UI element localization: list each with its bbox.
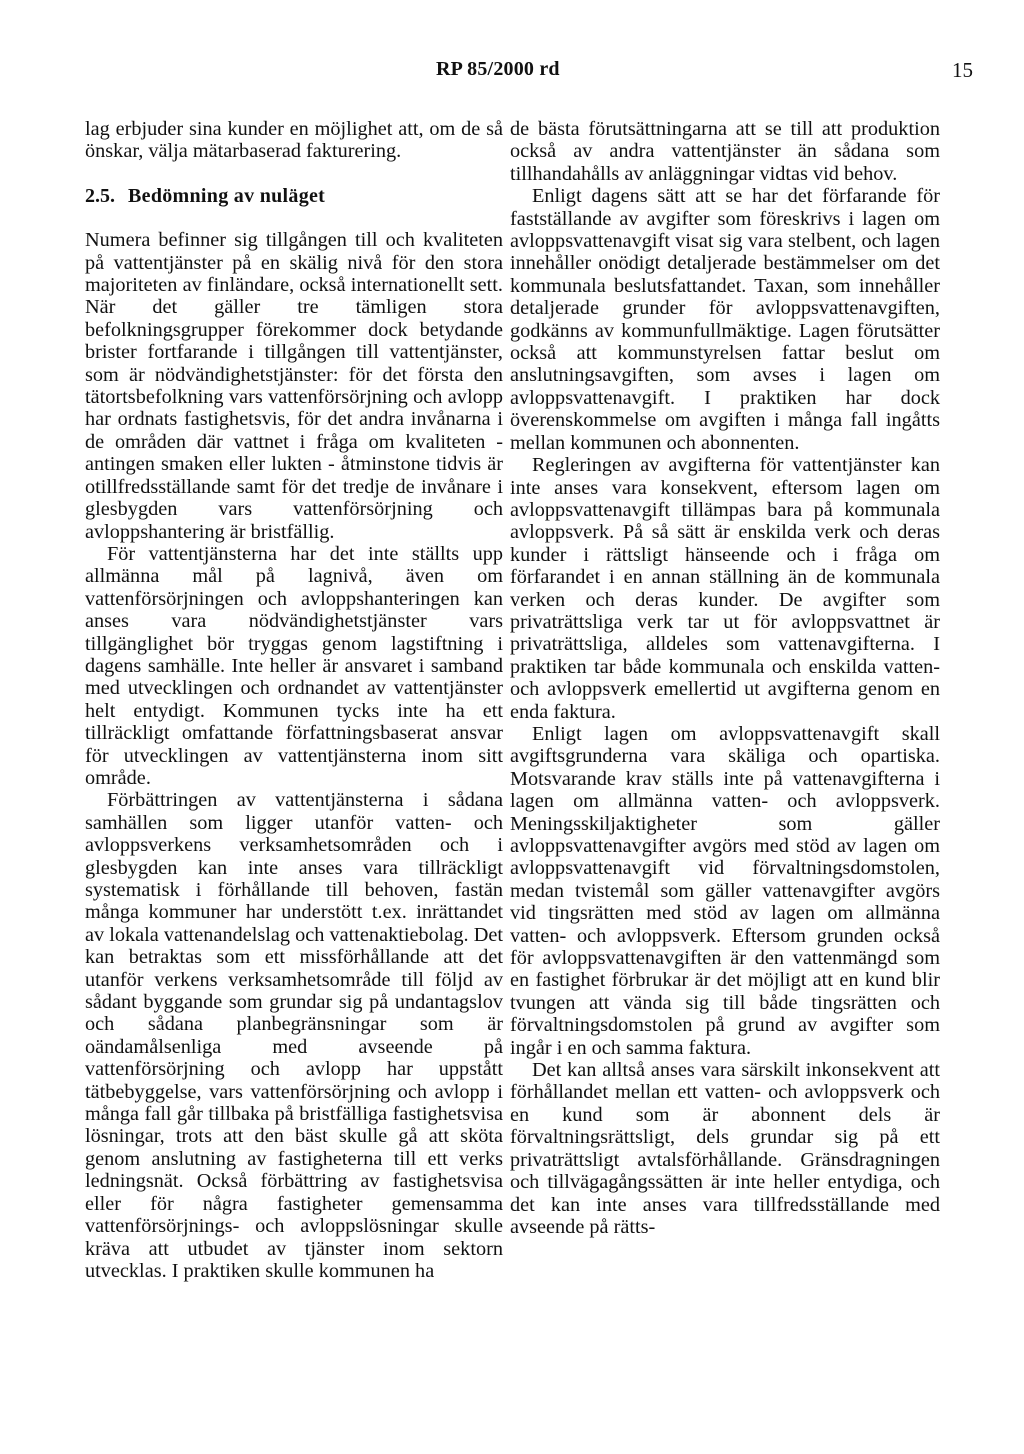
right-paragraph-1: de bästa förutsättningarna att se till att produktion också av andra vattentjänster än sådana som tillhandahålls av anläggningar vidtas vid behov. <box>510 118 940 185</box>
left-paragraph-1: lag erbjuder sina kunder en möjlighet att, om de så önskar, välja mätarbaserad fakturering. <box>85 118 503 163</box>
right-paragraph-4: Enligt lagen om avloppsvattenavgift skall avgiftsgrunderna vara skäliga och opartiska. Motsvarande krav ställs inte på vattenavgifterna i lagen om allmänna vatten- och avloppsverk. Meningsskiljaktigheter som gäller avloppsvattenavgifter avgörs med stöd av lagen om avloppsvattenavgift vid förvaltningsdomstolen, medan tvistemål som gäller vattenavgifter avgörs vid tingsrätten med stöd av lagen om allmänna vatten- och avloppsverk. Eftersom grunden också för avloppsvattenavgiften är den vattenmängd som en fastighet förbrukar är det möjligt att en kund blir tvungen att vända sig till både tingsrätten och förvaltningsdomstolen på grund av avgifter som ingår i en och samma faktura. <box>510 722 940 1059</box>
right-column <box>510 118 940 1238</box>
right-paragraph-2: Enligt dagens sätt att se har det förfarande för fastställande av avgifter som föreskrivs i lagen om avloppsvattenavgift visat sig vara stelbent, och lagen innehåller onödigt detaljerade bestämmelser om det kommunala beslutsfattandet. Taxan, som innehåller detaljerade grunder för avloppsvattenavgiften, godkänns av kommunfullmäktige. Lagen förutsätter också att kommunstyrelsen fattar beslut om anslutningsavgiften, som avses i lagen om avloppsvattenavgift. I praktiken har dock överenskommelse om avgiften i många fall ingåtts mellan kommunen och abonnenten. <box>510 185 940 454</box>
section-title: Bedömning av nuläget <box>128 184 326 207</box>
left-paragraph-4: Förbättringen av vattentjänsterna i sådana samhällen som ligger utanför vatten- och avloppsverkens verksamhetsområden och i glesbygden kan inte anses vara tillräckligt systematisk i förhållande till behoven, fastän många kommuner har understött t.ex. inrättandet av lokala vattenandelslag och vattenaktiebolag. Det kan betraktas som ett missförhållande att det utanför verkens verksamhetsområde till följd av sådant byggande som grundar sig på undantagslov och sådana planbegränsningar som är oändamålsenliga med avseende på vattenförsörjning och avlopp har uppstått tätbebyggelse, vars vattenförsörjning och avlopp i många fall går tillbaka på bristfälliga fastighetsvisa lösningar, trots att den bäst skulle gå att sköta genom anslutning av fastigheterna till ett verks ledningsnät. Också förbättring av fastighetsvisa eller för några fastigheter gemensamma vattenförsörjnings- och avloppslösningar skulle kräva att utbudet av tjänster inom sektorn utvecklas. I praktiken skulle kommunen ha <box>85 789 503 1282</box>
section-heading <box>85 185 503 207</box>
section-number: 2.5. <box>85 184 115 207</box>
page-header <box>0 58 1024 88</box>
left-column <box>85 118 503 1282</box>
left-paragraph-2: Numera befinner sig tillgången till och kvaliteten på vattentjänster på en skälig nivå för den stora majoriteten av finländare, också internationellt sett. När det gäller tre tämligen stora befolkningsgrupper förekommer dock betydande brister fortfarande i tillgången till vattentjänster, som är nödvändighetstjänster: för det första den tätortsbefolkning vars vattenförsörjning och avlopp har ordnats fastighetsvis, för det andra invånarna i de områden där vattnet i fråga om kvaliteten - antingen smaken eller lukten - åtminstone tidvis är otillfredsställande samt för det tredje de invånare i glesbygden vars vattenförsörjning och avloppshantering är bristfällig. <box>85 229 503 543</box>
left-paragraph-3: För vattentjänsterna har det inte ställts upp allmänna mål på lagnivå, även om vattenförsörjningen och avloppshanteringen kan anses vara nödvändighetstjänster vars tillgänglighet bör tryggas genom lagstiftning i dagens samhälle. Inte heller är ansvaret i samband med utvecklingen och ordnandet av vattentjänster helt entydigt. Kommunen tycks inte ha ett tillräckligt omfattande författningsbaserat ansvar för utvecklingen av vattentjänsterna inom sitt område. <box>85 542 503 789</box>
right-paragraph-5: Det kan alltså anses vara särskilt inkonsekvent att förhållandet mellan ett vatten- och avloppsverk och en kund som är abonnent dels är förvaltningsrättsligt, dels grundar sig på ett privaträttsligt avtalsförhållande. Gränsdragningen och tillvägagångssätten är inte heller entydiga, och det kan inte anses vara tillfredsställande med avseende på rätts- <box>510 1059 940 1238</box>
right-paragraph-3: Regleringen av avgifterna för vattentjänster kan inte anses vara konsekvent, eftersom lagen om avloppsvattenavgift tillämpas bara på kommunala avloppsverk. På så sätt är enskilda verk och deras kunder i rättsligt hänseende och i fråga om förfarandet i en annan ställning än de kommunala verken och deras kunder. De avgifter som privaträttsliga verk tar ut för avloppsvattnet är privaträttsliga, alldeles som vattenavgifterna. I praktiken tar både kommunala och enskilda vatten- och avloppsverk emellertid ut avgifterna genom en enda faktura. <box>510 454 940 723</box>
document-reference: RP 85/2000 rd <box>436 58 560 80</box>
page-number: 15 <box>952 58 973 82</box>
